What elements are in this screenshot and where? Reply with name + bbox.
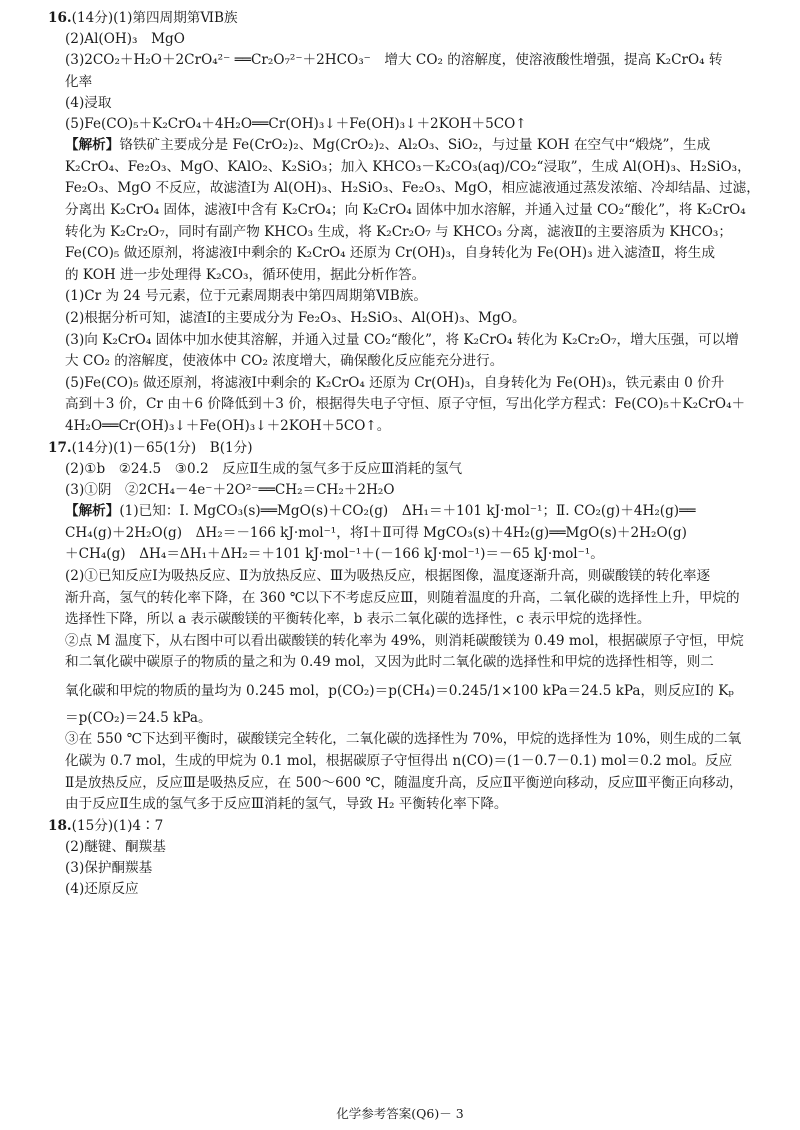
line-text: 选择性下降，所以 a 表示碳酸镁的平衡转化率，b 表示二氧化碳的选择性，c 表示甲烷的选择性。 (65, 611, 651, 628)
question-header-line (48, 816, 764, 837)
text-line (48, 330, 764, 352)
question-number: 16. (48, 10, 72, 26)
line-text: ＋CH₄(g) ΔH₄＝ΔH₁＋ΔH₂＝＋101 kJ·mol⁻¹＋(－166 kJ·mol⁻¹)＝－65 kJ·mol⁻¹。 (65, 546, 604, 563)
text-line (48, 708, 764, 730)
text-line (48, 544, 764, 566)
text-line (48, 394, 764, 416)
text-line (48, 308, 764, 330)
line-text: 铬铁矿主要成分是 Fe(CrO₂)₂、Mg(CrO₂)₂、Al₂O₃、SiO₂，与过量 KOH 在空气中“煅烧”，生成 (119, 137, 711, 154)
analysis-tag: 【解析】 (65, 137, 120, 154)
line-text: 氧化碳和甲烷的物质的量均为 0.245 mol，p(CO₂)＝p(CH₄)＝0.245/1×100 kPa＝24.5 kPa，则反应Ⅰ的 Kₚ (65, 682, 734, 699)
text-line (48, 566, 764, 588)
text-line (48, 652, 764, 674)
line-text: (5)Fe(CO)₅ 做还原剂，将滤液Ⅰ中剩余的 K₂CrO₄ 还原为 Cr(OH)₃，自身转化为 Fe(OH)₃，铁元素由 0 价升 (65, 374, 725, 391)
line-text: 大 CO₂ 的溶解度，使液体中 CO₂ 浓度增大，确保酸化反应能充分进行。 (65, 353, 504, 370)
text-line (48, 837, 764, 858)
question-header-line (48, 8, 764, 29)
text-line (48, 674, 764, 708)
text-line (48, 286, 764, 308)
line-text: (3)2CO₂＋H₂O＋2CrO₄²⁻ ══Cr₂O₇²⁻＋2HCO₃⁻ 增大 CO₂ 的溶解度，使溶液酸性增强，提高 K₂CrO₄ 转 (65, 52, 723, 69)
text-line (48, 178, 764, 200)
line-text: (1)Cr 为 24 号元素，位于元素周期表中第四周期第ⅥB族。 (65, 288, 427, 305)
line-text: (3)①阴 ②2CH₄－4e⁻＋2O²⁻══CH₂＝CH₂＋2H₂O (65, 481, 395, 498)
line-text: (1)已知：Ⅰ. MgCO₃(s)══MgO(s)＋CO₂(g) ΔH₁＝＋101 kJ·mol⁻¹；Ⅱ. CO₂(g)＋4H₂(g)══ (119, 503, 696, 520)
line-text: (4)还原反应 (65, 881, 139, 898)
text-line (48, 459, 764, 480)
line-text: (2)根据分析可知，滤渣Ⅰ的主要成分为 Fe₂O₃、H₂SiO₃、Al(OH)₃、MgO。 (65, 309, 526, 326)
line-text: (3)向 K₂CrO₄ 固体中加水使其溶解，并通入过量 CO₂“酸化”，将 K₂CrO₄ 转化为 K₂Cr₂O₇，增大压强，可以增 (65, 331, 739, 348)
line-text: Fe(CO)₅ 做还原剂，将滤液Ⅰ中剩余的 K₂CrO₄ 还原为 Cr(OH)₃，自身转化为 Fe(OH)₃ 进入滤渣Ⅱ，将生成 (65, 245, 715, 262)
line-text: ③在 550 ℃下达到平衡时，碳酸镁完全转化，二氧化碳的选择性为 70%，甲烷的选择性为 10%，则生成的二氧 (65, 731, 742, 748)
line-text: 转化为 K₂Cr₂O₇，同时有副产物 KHCO₃ 生成，将 K₂Cr₂O₇ 与 KHCO₃ 分离，滤液Ⅱ的主要溶质为 KHCO₃； (65, 223, 732, 240)
line-text: ②点 M 温度下，从右图中可以看出碳酸镁的转化率为 49%，则消耗碳酸镁为 0.49 mol，根据碳原子守恒，甲烷 (65, 632, 744, 649)
line-text: 由于反应Ⅱ生成的氢气多于反应Ⅲ消耗的氢气，导致 H₂ 平衡转化率下降。 (65, 796, 508, 813)
line-text: Ⅱ是放热反应，反应Ⅲ是吸热反应，在 500～600 ℃，随温度升高，反应Ⅱ平衡逆向移动，反应Ⅲ平衡正向移动， (65, 774, 743, 791)
text-line (48, 50, 764, 71)
line-text: 4H₂O══Cr(OH)₃↓＋Fe(OH)₃↓＋2KOH＋5CO↑。 (65, 417, 391, 434)
line-text: 和二氧化碳中碳原子的物质的量之和为 0.49 mol，又因为此时二氧化碳的选择性和甲烷的选择性相等，则二 (65, 654, 714, 671)
text-line (48, 29, 764, 50)
text-line (48, 879, 764, 900)
line-text: (2)①b ②24.5 ③0.2 反应Ⅱ生成的氢气多于反应Ⅲ消耗的氢气 (65, 460, 463, 477)
analysis-start-line (48, 501, 764, 523)
line-text: 的 KOH 进一步处理得 K₂CO₃，循环使用，据此分析作答。 (65, 266, 426, 283)
line-text: K₂CrO₄、Fe₂O₃、MgO、KAlO₂、K₂SiO₃；加入 KHCO₃－K₂CO₃(aq)/CO₂“浸取”，生成 Al(OH)₃、H₂SiO₃， (65, 158, 751, 175)
text-line (48, 609, 764, 631)
line-text: 分离出 K₂CrO₄ 固体，滤液Ⅰ中含有 K₂CrO₄；向 K₂CrO₄ 固体中加水溶解，并通入过量 CO₂“酸化”，将 K₂CrO₄ (65, 202, 746, 218)
text-line (48, 373, 764, 395)
line-text: 化率 (65, 73, 93, 90)
question-header-line (48, 438, 764, 459)
text-line (48, 858, 764, 879)
text-line (48, 631, 764, 653)
text-line (48, 794, 764, 816)
line-text: (2)醚键、酮羰基 (65, 839, 166, 856)
line-text: 高到＋3 价，Cr 由＋6 价降低到＋3 价，根据得失电子守恒、原子守恒，写出化学方程式：Fe(CO)₅＋K₂CrO₄＋ (65, 396, 746, 413)
text-line (48, 523, 764, 545)
text-line (48, 157, 764, 179)
line-text: (15分)(1)4∶7 (71, 817, 164, 834)
line-text: CH₄(g)＋2H₂O(g) ΔH₂＝－166 kJ·mol⁻¹，将Ⅰ＋Ⅱ可得 MgCO₃(s)＋4H₂(g)══MgO(s)＋2H₂O(g) (65, 524, 687, 541)
line-text: (4)浸取 (65, 94, 112, 111)
answer-content (48, 8, 764, 901)
line-text: ＝p(CO₂)＝24.5 kPa。 (65, 709, 212, 726)
text-line (48, 480, 764, 501)
text-line (48, 265, 764, 287)
text-line (48, 729, 764, 751)
text-line (48, 243, 764, 265)
line-text: 渐升高，氢气的转化率下降，在 360 ℃以下不考虑反应Ⅲ，则随着温度的升高，二氧化碳的选择性上升，甲烷的 (65, 589, 740, 606)
line-text: (5)Fe(CO)₅＋K₂CrO₄＋4H₂O══Cr(OH)₃↓＋Fe(OH)₃↓＋2KOH＋5CO↑ (65, 116, 527, 133)
line-text: (14分)(1)第四周期第ⅥB族 (71, 10, 238, 26)
text-line (48, 351, 764, 373)
page-footer: 化学参考答案(Q6)－ 3 (336, 1106, 464, 1121)
line-text: Fe₂O₃、MgO 不反应，故滤渣Ⅰ为 Al(OH)₃、H₂SiO₃、Fe₂O₃、MgO，相应滤液通过蒸发浓缩、冷却结晶、过滤， (65, 180, 760, 197)
line-text: (14分)(1)－65(1分) B(1分) (71, 439, 253, 456)
text-line (48, 416, 764, 438)
line-text: (2)①已知反应Ⅰ为吸热反应、Ⅱ为放热反应、Ⅲ为吸热反应，根据图像，温度逐渐升高，则碳酸镁的转化率逐 (65, 567, 711, 584)
question-number: 18. (48, 817, 72, 834)
line-text: (2)Al(OH)₃ MgO (65, 31, 185, 48)
text-line (48, 588, 764, 610)
text-line (48, 93, 764, 114)
text-line (48, 114, 764, 135)
question-number: 17. (48, 439, 72, 456)
text-line (48, 200, 764, 222)
text-line (48, 222, 764, 244)
text-line (48, 773, 764, 795)
text-line (48, 72, 764, 93)
analysis-start-line (48, 135, 764, 157)
analysis-tag: 【解析】 (65, 503, 120, 520)
text-line (48, 751, 764, 773)
line-text: (3)保护酮羰基 (65, 860, 153, 877)
line-text: 化碳为 0.7 mol，生成的甲烷为 0.1 mol，根据碳原子守恒得出 n(CO)＝(1－0.7－0.1) mol＝0.2 mol。反应 (65, 753, 733, 770)
